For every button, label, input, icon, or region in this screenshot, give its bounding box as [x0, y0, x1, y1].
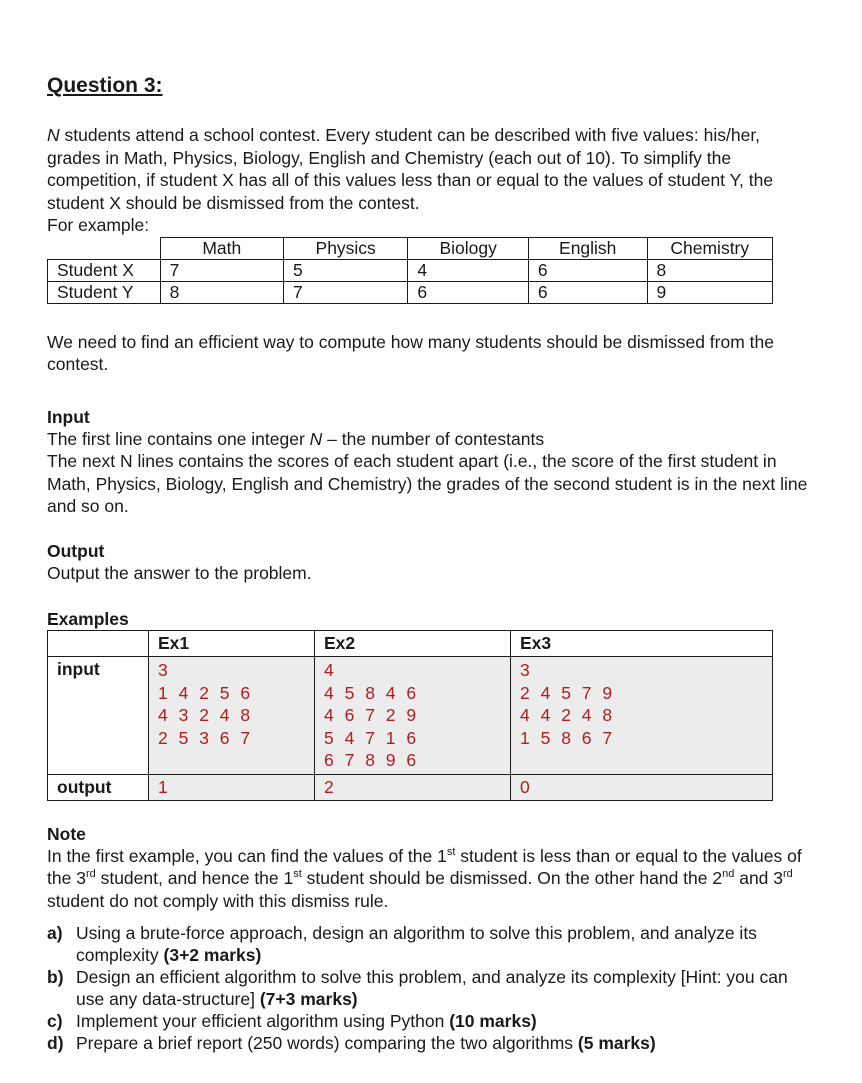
intro-text: students attend a school contest. Every student can be described with five values: his/her, grades in Math, Physics, Biology, English and Chemistry (each out of 10). To simplify the competition, if student X has all of this values less than or equal to the values of student Y, the student X should be dismissed from the contest.	[47, 125, 774, 213]
grades-row-student-y	[48, 281, 773, 303]
input-line: 1 5 8 6 7	[520, 727, 616, 748]
output-value: 0	[520, 776, 530, 797]
input-n-variable: N	[309, 428, 323, 449]
grade-cell: 6	[528, 281, 647, 303]
note-sup: st	[446, 845, 456, 858]
note-sup: rd	[783, 868, 793, 881]
output-text: Output the answer to the problem.	[47, 562, 312, 583]
input-line-1-post: – the number of contestants	[322, 428, 545, 449]
output-heading: Output	[47, 540, 105, 561]
task-item-c	[47, 1010, 817, 1032]
row-label: Student Y	[48, 281, 161, 303]
examples-output-row	[48, 774, 773, 800]
examples-heading: Examples	[47, 609, 129, 629]
input-line: 4 4 2 4 8	[520, 705, 616, 725]
output-value: 2	[324, 776, 334, 797]
grade-cell: 7	[283, 281, 407, 303]
task-marker: a)	[47, 923, 63, 943]
input-line: 6 7 8 9 6	[324, 750, 420, 770]
question-document	[47, 74, 817, 1054]
input-line: 3	[520, 660, 533, 680]
task-marks: (5 marks)	[577, 1033, 656, 1053]
question-title: Question 3:	[47, 74, 163, 97]
grades-header-chemistry: Chemistry	[647, 237, 772, 259]
task-text: Implement your efficient algorithm using Python	[76, 1011, 450, 1031]
task-marker: b)	[47, 967, 64, 987]
output-value: 1	[158, 776, 168, 797]
row-label: Student X	[48, 259, 161, 281]
grades-table	[47, 237, 773, 304]
task-item-b	[47, 966, 817, 1010]
grade-cell: 9	[647, 281, 772, 303]
output-row-label: output	[48, 774, 149, 800]
task-marks: (3+2 marks)	[163, 945, 262, 965]
task-item-d	[47, 1032, 817, 1054]
input-line: 4 6 7 2 9	[324, 705, 420, 725]
note-text: student, and hence the 1	[95, 868, 294, 888]
grades-header-math: Math	[160, 237, 283, 259]
example-input-ex2	[315, 657, 511, 775]
grades-header-row	[48, 237, 773, 259]
input-line-2: The next N lines contains the scores of each student apart (i.e., the score of the first student in Math, Physics, Biology, English and Chemistry) the grades of the second student is in the next line and so on.	[47, 451, 808, 516]
input-row-label: input	[48, 657, 149, 775]
examples-input-row	[48, 657, 773, 775]
grade-cell: 8	[160, 281, 283, 303]
input-line: 3	[158, 660, 171, 680]
grade-cell: 6	[408, 281, 529, 303]
task-marker: d)	[47, 1033, 64, 1053]
examples-table	[47, 630, 773, 801]
examples-corner-cell	[48, 631, 149, 657]
grade-cell: 4	[408, 259, 529, 281]
note-text: and 3	[734, 868, 783, 888]
input-line: 2 5 3 6 7	[158, 727, 254, 748]
grade-cell: 7	[160, 259, 283, 281]
task-text: Prepare a brief report (250 words) comparing the two algorithms	[76, 1033, 578, 1053]
input-line: 4	[324, 660, 337, 680]
note-sup: nd	[722, 868, 735, 881]
example-output-ex1	[149, 774, 315, 800]
task-text: Using a brute-force approach, design an algorithm to solve this problem, and analyze its complexity	[76, 923, 757, 965]
example-input-ex1	[149, 657, 315, 775]
examples-header-row	[48, 631, 773, 657]
note-sup: st	[293, 868, 302, 881]
note-text: student do not comply with this dismiss rule.	[47, 890, 389, 911]
task-marks: (7+3 marks)	[259, 989, 358, 1009]
grades-corner-cell	[48, 237, 161, 259]
example-output-ex2	[315, 774, 511, 800]
grades-header-physics: Physics	[283, 237, 407, 259]
grades-row-student-x	[48, 259, 773, 281]
task-text: Design an efficient algorithm to solve this problem, and analyze its complexity [Hint: you can use any data-structure]	[76, 967, 788, 1009]
grade-cell: 5	[283, 259, 407, 281]
note-sup: rd	[85, 868, 96, 881]
grades-header-english: English	[528, 237, 647, 259]
input-line-1	[47, 428, 817, 451]
goal-paragraph: We need to find an efficient way to compute how many students should be dismissed from the contest.	[47, 331, 774, 374]
example-header-ex3: Ex3	[511, 631, 773, 657]
note-text: student should be dismissed. On the other hand the 2	[301, 868, 723, 888]
input-line: 2 4 5 7 9	[520, 682, 616, 703]
task-marker: c)	[47, 1011, 63, 1031]
note-text: In the first example, you can find the values of the 1	[47, 845, 447, 866]
input-line: 4 3 2 4 8	[158, 705, 254, 725]
example-header-ex1: Ex1	[149, 631, 315, 657]
task-marks: (10 marks)	[449, 1011, 537, 1031]
note-paragraph	[47, 845, 817, 913]
grade-cell: 8	[647, 259, 772, 281]
grade-cell: 6	[528, 259, 647, 281]
input-heading: Input	[47, 406, 90, 427]
intro-paragraph	[47, 124, 812, 214]
task-item-a	[47, 922, 817, 966]
n-variable: N	[47, 125, 60, 145]
input-line-1-pre: The first line contains one integer	[47, 428, 310, 449]
grades-header-biology: Biology	[408, 237, 529, 259]
example-output-ex3	[511, 774, 773, 800]
example-input-ex3	[511, 657, 773, 775]
note-text: student is less than or equal to the values of the 3	[47, 845, 802, 888]
note-heading: Note	[47, 823, 86, 844]
input-line: 1 4 2 5 6	[158, 682, 254, 703]
input-line: 4 5 8 4 6	[324, 682, 420, 703]
input-line: 5 4 7 1 6	[324, 727, 420, 748]
for-example-label: For example:	[47, 215, 150, 235]
example-header-ex2: Ex2	[315, 631, 511, 657]
task-list	[47, 922, 817, 1054]
